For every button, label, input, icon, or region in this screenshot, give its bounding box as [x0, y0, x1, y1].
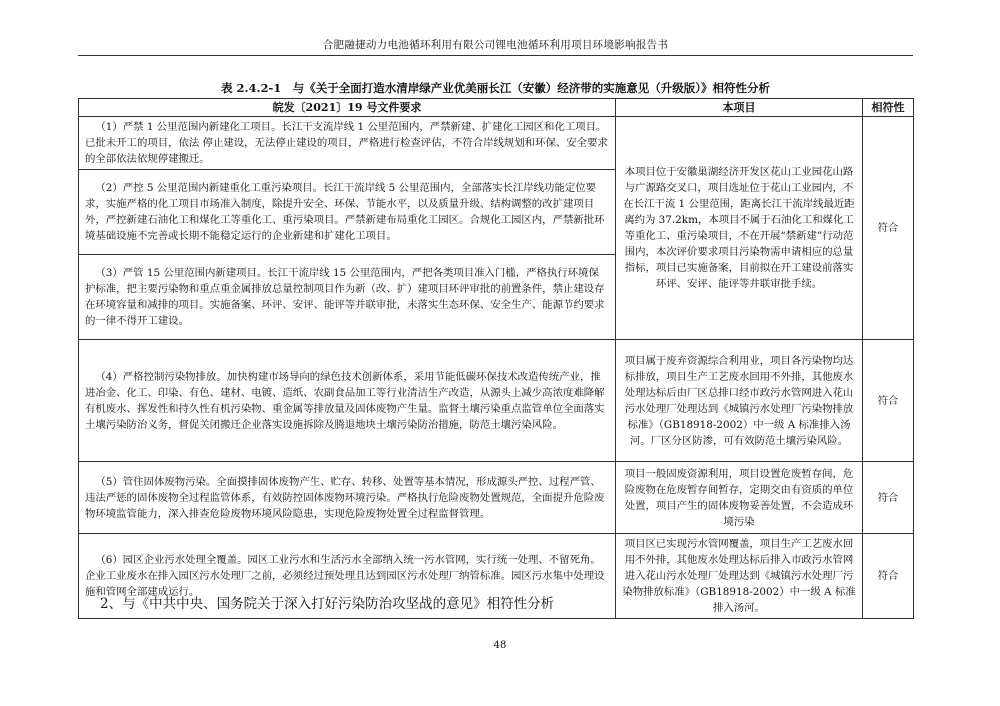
- compliance-cell: 符合: [863, 462, 914, 534]
- compliance-cell: 符合: [863, 340, 914, 462]
- table-header-row: [79, 99, 914, 117]
- table-row: [79, 462, 914, 534]
- requirement-cell: （1）严禁 1 公里范围内新建化工项目。长江干支流岸线 1 公里范围内，严禁新建、扩建化工园区和化工项目。已批未开工的项目，依法 停止建设，无法停止建设的项目，严格进行检查评估，不符合岸线规划和环保、安全要求的全部依法依规停建搬迁。: [79, 117, 616, 170]
- requirement-cell: （2）严控 5 公里范围内新建重化工重污染项目。长江干流岸线 5 公里范围内，全部落实长江岸线功能定位要求，实施严格的化工项目市场准入制度，除提升安全、环保、节能水平，以及质量升级、结构调整的改扩建项目外，严控新建石油化工和煤化工等重化工、重污染项目。严禁新建布局重化工园区。合规化工园区内，严禁新批环境基础设施不完善或长期不能稳定运行的企业新建和扩建化工项目。: [79, 170, 616, 255]
- table-row: [79, 340, 914, 462]
- compliance-table: [78, 98, 914, 619]
- project-cell: 项目一般固废资源利用，项目设置危废暂存间，危险废物在危废暂存间暂存，定期交由有资质的单位处置，项目产生的固体废物妥善处置，不会造成环境污染: [616, 462, 863, 534]
- page-header: 合肥融捷动力电池循环利用有限公司锂电池循环利用项目环境影响报告书: [78, 37, 913, 56]
- requirement-cell: （5）管住固体废物污染。全面摸排固体废物产生、贮存、转移、处置等基本情况，形成源头严控、过程严管、违法严惩的固体废物全过程监管体系，有效防控固体废物环境污染。严格执行危险废物处置规范，全面提升危险废物环境监管能力，深入排查危险废物环境风险隐患，实现危险废物处置全过程监督管理。: [79, 462, 616, 534]
- project-cell-merged: 本项目位于安徽巢湖经济开发区花山工业园花山路与广源路交叉口，项目选址位于花山工业园内，不在长江干流 1 公里范围，距离长江干流岸线最近距离约为 37.2km，本项目不属于石油化工和煤化工等重化工、重污染项目，不在开展“禁新建”行动范围内，本次评价要求项目污染物需申请相应的总量指标，项目已实施备案，目前拟在开工建设前落实环评、安评、能评等并联审批手续。: [616, 117, 863, 340]
- project-cell: 项目属于废弃资源综合利用业，项目各污染物均达标排放，项目生产工艺废水回用不外排，其他废水处理达标后由厂区总排口经市政污水管网进入花山污水处理厂处理达到《城镇污水处理厂污染物排放标准》（GB18918-2002）中一级 A 标准排入汤河。厂区分区防渗，可有效防范土壤污染风险。: [616, 340, 863, 462]
- requirement-cell: （4）严格控制污染物排放。加快构建市场导向的绿色技术创新体系，采用节能低碳环保技术改造传统产业，推进冶金、化工、印染、有色、建材、电镀、造纸、农副食品加工等行业清洁生产改造，从源头上减少高浓度难降解有机废水、挥发性和持久性有机污染物、重金属等排放量及固体废物产生量。监督土壤污染重点监管单位全面落实土壤污染防治义务，督促关闭搬迁企业落实设施拆除及腾退地块土壤污染防治措施，防范土壤污染风险。: [79, 340, 616, 462]
- column-header-project: 本项目: [616, 99, 863, 117]
- project-cell: 项目区已实现污水管网覆盖，项目生产工艺废水回用不外排，其他废水处理达标后排入市政污水管网进入花山污水处理厂处理达到《城镇污水处理厂污染物排放标准》（GB18918-2002）中一级 A 标准排入汤河。: [616, 534, 863, 619]
- section-heading: 2、与《中共中央、国务院关于深入打好污染防治攻坚战的意见》相符性分析: [100, 596, 555, 612]
- table-caption: 表 2.4.2-1 与《关于全面打造水清岸绿产业优美丽长江（安徽）经济带的实施意见（升级版）》相符性分析: [220, 81, 771, 95]
- requirement-cell: （6）园区企业污水处理全覆盖。园区工业污水和生活污水全部纳入统一污水管网，实行统一处理、不留死角。企业工业废水在排入园区污水处理厂之前，必须经过预处理且达到园区污水处理厂纳管标准。园区污水集中处理设施和管网全部建成运行。: [79, 534, 616, 619]
- compliance-cell-merged: 符合: [863, 117, 914, 340]
- requirement-cell: （3）严管 15 公里范围内新建项目。长江干流岸线 15 公里范围内，严把各类项目准入门槛，严格执行环境保护标准，把主要污染物和重点重金属排放总量控制项目作为新（改、扩）建项目环评审批的前置条件，禁止建设存在环境容量和减排的项目。实施备案、环评、安评、能评等并联审批，未落实生态环保、安全生产、能源节约要求的一律不得开工建设。: [79, 255, 616, 340]
- column-header-requirement: 皖发〔2021〕19 号文件要求: [79, 99, 616, 117]
- table-row: [79, 117, 914, 170]
- compliance-cell: 符合: [863, 534, 914, 619]
- column-header-compliance: 相符性: [863, 99, 914, 117]
- page-number: 48: [493, 640, 507, 651]
